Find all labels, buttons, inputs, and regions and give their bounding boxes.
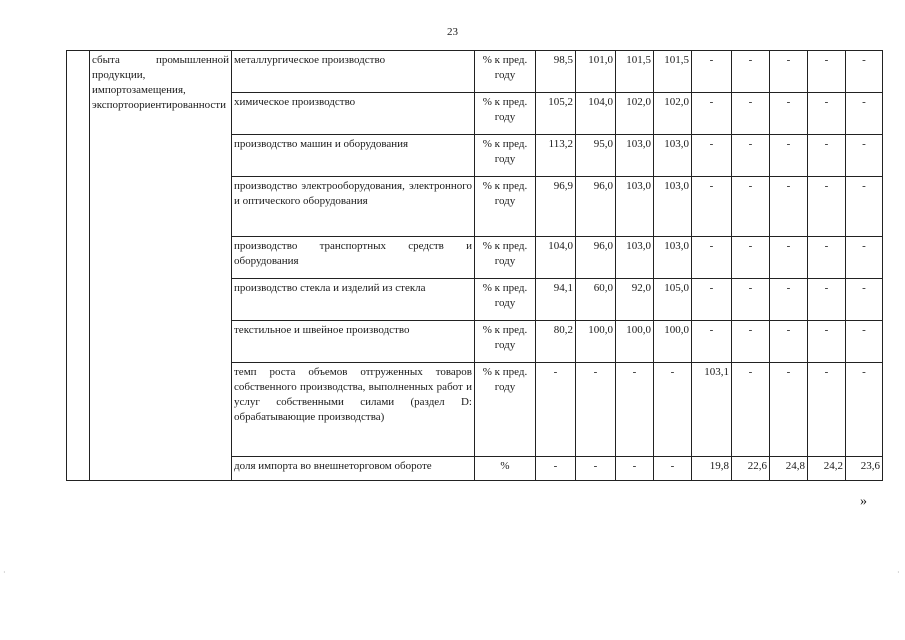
table-row xyxy=(67,51,883,93)
value-cell: - xyxy=(692,135,732,177)
section-description: сбыта промышленной продукции, импортозамещения, экспортоориентированности xyxy=(90,51,232,481)
value-cell: 101,5 xyxy=(616,51,654,93)
value-cell: - xyxy=(770,135,808,177)
value-cell: - xyxy=(732,279,770,321)
indicator-cell: темп роста объемов отгруженных товаров собственного производства, выполненных работ и услуг собственными силами (раздел D: обрабатывающие производства) xyxy=(232,363,475,457)
value-cell: - xyxy=(770,321,808,363)
value-cell: - xyxy=(808,93,846,135)
indicator-cell: химическое производство xyxy=(232,93,475,135)
value-cell: - xyxy=(692,321,732,363)
value-cell: 80,2 xyxy=(536,321,576,363)
closing-quote: » xyxy=(860,494,867,509)
value-cell: - xyxy=(732,363,770,457)
value-cell: 24,8 xyxy=(770,457,808,481)
value-cell: 103,0 xyxy=(654,135,692,177)
value-cell: - xyxy=(808,363,846,457)
value-cell: 100,0 xyxy=(654,321,692,363)
value-cell: 22,6 xyxy=(732,457,770,481)
value-cell: 103,0 xyxy=(654,237,692,279)
value-cell: - xyxy=(616,457,654,481)
value-cell: 101,0 xyxy=(576,51,616,93)
value-cell: 96,0 xyxy=(576,237,616,279)
value-cell: - xyxy=(846,363,883,457)
value-cell: - xyxy=(654,363,692,457)
value-cell: - xyxy=(732,237,770,279)
value-cell: - xyxy=(808,279,846,321)
value-cell: - xyxy=(576,457,616,481)
unit-cell: % к пред. году xyxy=(475,279,536,321)
value-cell: - xyxy=(770,363,808,457)
value-cell: 96,0 xyxy=(576,177,616,237)
edge-mark: · xyxy=(3,568,6,577)
unit-cell: % к пред. году xyxy=(475,237,536,279)
value-cell: - xyxy=(770,177,808,237)
value-cell: - xyxy=(732,177,770,237)
value-cell: - xyxy=(654,457,692,481)
value-cell: 105,0 xyxy=(654,279,692,321)
value-cell: - xyxy=(732,51,770,93)
value-cell: - xyxy=(808,135,846,177)
value-cell: - xyxy=(808,51,846,93)
indicator-cell: доля импорта во внешнеторговом обороте xyxy=(232,457,475,481)
value-cell: - xyxy=(692,279,732,321)
value-cell: 60,0 xyxy=(576,279,616,321)
value-cell: - xyxy=(692,93,732,135)
page-number: 23 xyxy=(447,26,458,38)
value-cell: 19,8 xyxy=(692,457,732,481)
indicator-cell: производство стекла и изделий из стекла xyxy=(232,279,475,321)
unit-cell: % к пред. году xyxy=(475,135,536,177)
unit-cell: % к пред. году xyxy=(475,51,536,93)
value-cell: - xyxy=(846,135,883,177)
value-cell: 23,6 xyxy=(846,457,883,481)
value-cell: 100,0 xyxy=(616,321,654,363)
value-cell: - xyxy=(846,51,883,93)
unit-cell: % к пред. году xyxy=(475,321,536,363)
value-cell: 24,2 xyxy=(808,457,846,481)
value-cell: - xyxy=(770,237,808,279)
value-cell: - xyxy=(770,279,808,321)
value-cell: 103,0 xyxy=(616,135,654,177)
row-number-cell xyxy=(67,51,90,481)
value-cell: 103,1 xyxy=(692,363,732,457)
data-table xyxy=(66,50,883,481)
value-cell: 100,0 xyxy=(576,321,616,363)
indicator-cell: производство электрооборудования, электронного и оптического оборудования xyxy=(232,177,475,237)
value-cell: - xyxy=(808,177,846,237)
value-cell: - xyxy=(692,237,732,279)
value-cell: 94,1 xyxy=(536,279,576,321)
value-cell: - xyxy=(770,51,808,93)
value-cell: 98,5 xyxy=(536,51,576,93)
value-cell: - xyxy=(846,177,883,237)
value-cell: 101,5 xyxy=(654,51,692,93)
value-cell: - xyxy=(808,237,846,279)
unit-cell: % к пред. году xyxy=(475,93,536,135)
edge-mark: · xyxy=(897,568,900,577)
value-cell: - xyxy=(692,177,732,237)
value-cell: - xyxy=(576,363,616,457)
value-cell: - xyxy=(732,135,770,177)
indicator-cell: производство машин и оборудования xyxy=(232,135,475,177)
value-cell: 95,0 xyxy=(576,135,616,177)
indicator-cell: металлургическое производство xyxy=(232,51,475,93)
value-cell: - xyxy=(846,237,883,279)
unit-cell: % к пред. году xyxy=(475,177,536,237)
value-cell: 102,0 xyxy=(654,93,692,135)
value-cell: - xyxy=(732,93,770,135)
value-cell: - xyxy=(846,279,883,321)
value-cell: 103,0 xyxy=(616,237,654,279)
value-cell: - xyxy=(536,457,576,481)
value-cell: 103,0 xyxy=(616,177,654,237)
value-cell: - xyxy=(692,51,732,93)
value-cell: - xyxy=(536,363,576,457)
value-cell: - xyxy=(846,93,883,135)
value-cell: 105,2 xyxy=(536,93,576,135)
unit-cell: % к пред. году xyxy=(475,363,536,457)
value-cell: - xyxy=(732,321,770,363)
indicator-cell: производство транспортных средств и оборудования xyxy=(232,237,475,279)
value-cell: - xyxy=(770,93,808,135)
value-cell: - xyxy=(616,363,654,457)
value-cell: 103,0 xyxy=(654,177,692,237)
value-cell: 92,0 xyxy=(616,279,654,321)
value-cell: 113,2 xyxy=(536,135,576,177)
value-cell: 102,0 xyxy=(616,93,654,135)
value-cell: - xyxy=(808,321,846,363)
indicator-cell: текстильное и швейное производство xyxy=(232,321,475,363)
value-cell: 104,0 xyxy=(576,93,616,135)
value-cell: - xyxy=(846,321,883,363)
value-cell: 96,9 xyxy=(536,177,576,237)
unit-cell: % xyxy=(475,457,536,481)
value-cell: 104,0 xyxy=(536,237,576,279)
